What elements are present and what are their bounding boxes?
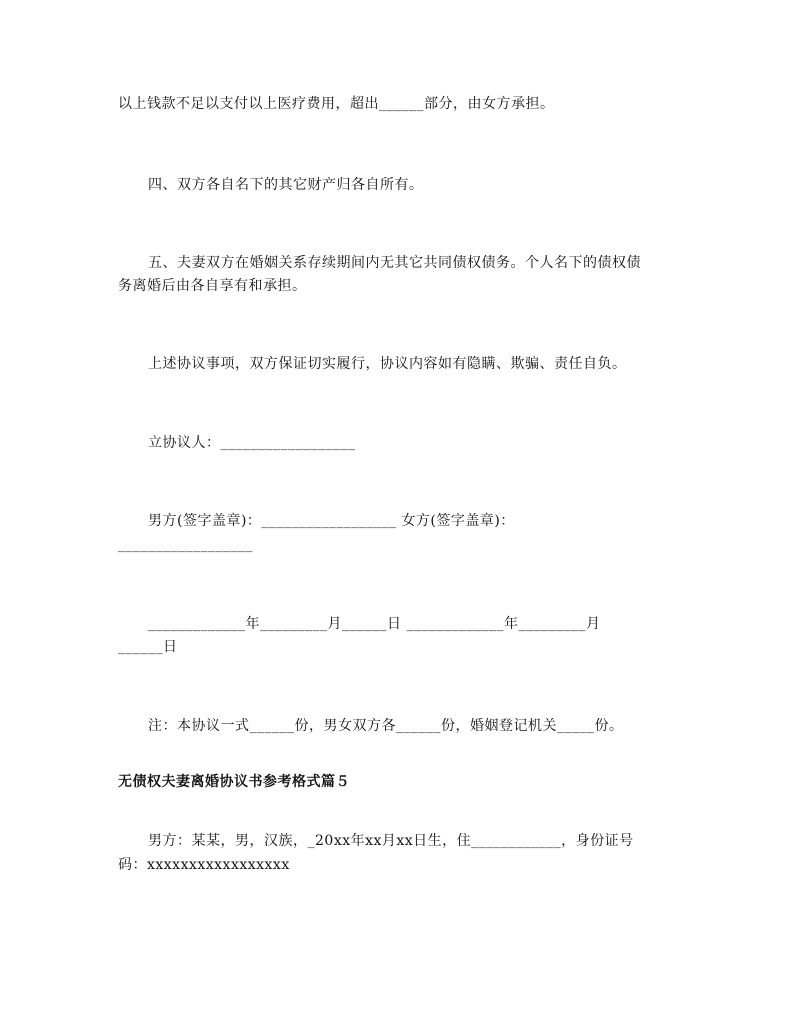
paragraph-other-property: 四、双方各自名下的其它财产归各自所有。 xyxy=(148,177,424,193)
male-party-line-1: 男方：某某，男，汉族，_20xx年xx月xx日生，住____________，身份证号 xyxy=(148,833,634,849)
date-line-2: ______日 xyxy=(118,639,178,655)
paragraph-debts-line-2: 务离婚后由各自享有和承担。 xyxy=(118,278,307,294)
parties-signature-line-2: __________________ xyxy=(118,537,253,553)
section-heading: 无债权夫妻离婚协议书参考格式篇５ xyxy=(118,774,350,790)
paragraph-medical-costs: 以上钱款不足以支付以上医疗费用，超出______部分，由女方承担。 xyxy=(118,96,555,112)
signatory-line: 立协议人：__________________ xyxy=(148,435,356,451)
paragraph-debts-line-1: 五、夫妻双方在婚姻关系存续期间内无其它共同债权债务。个人名下的债权债 xyxy=(148,255,641,271)
parties-signature-line-1: 男方(签字盖章)：__________________ 女方(签字盖章)： xyxy=(148,513,515,529)
copies-note: 注：本协议一式______份，男女双方各______份，婚姻登记机关_____份。 xyxy=(148,718,624,734)
paragraph-guarantee: 上述协议事项，双方保证切实履行，协议内容如有隐瞒、欺骗、责任自负。 xyxy=(148,356,627,372)
date-line-1: _____________年_________月______日 _____________年_________月 xyxy=(148,616,601,632)
male-party-line-2: 码：xxxxxxxxxxxxxxxxx xyxy=(118,857,290,873)
